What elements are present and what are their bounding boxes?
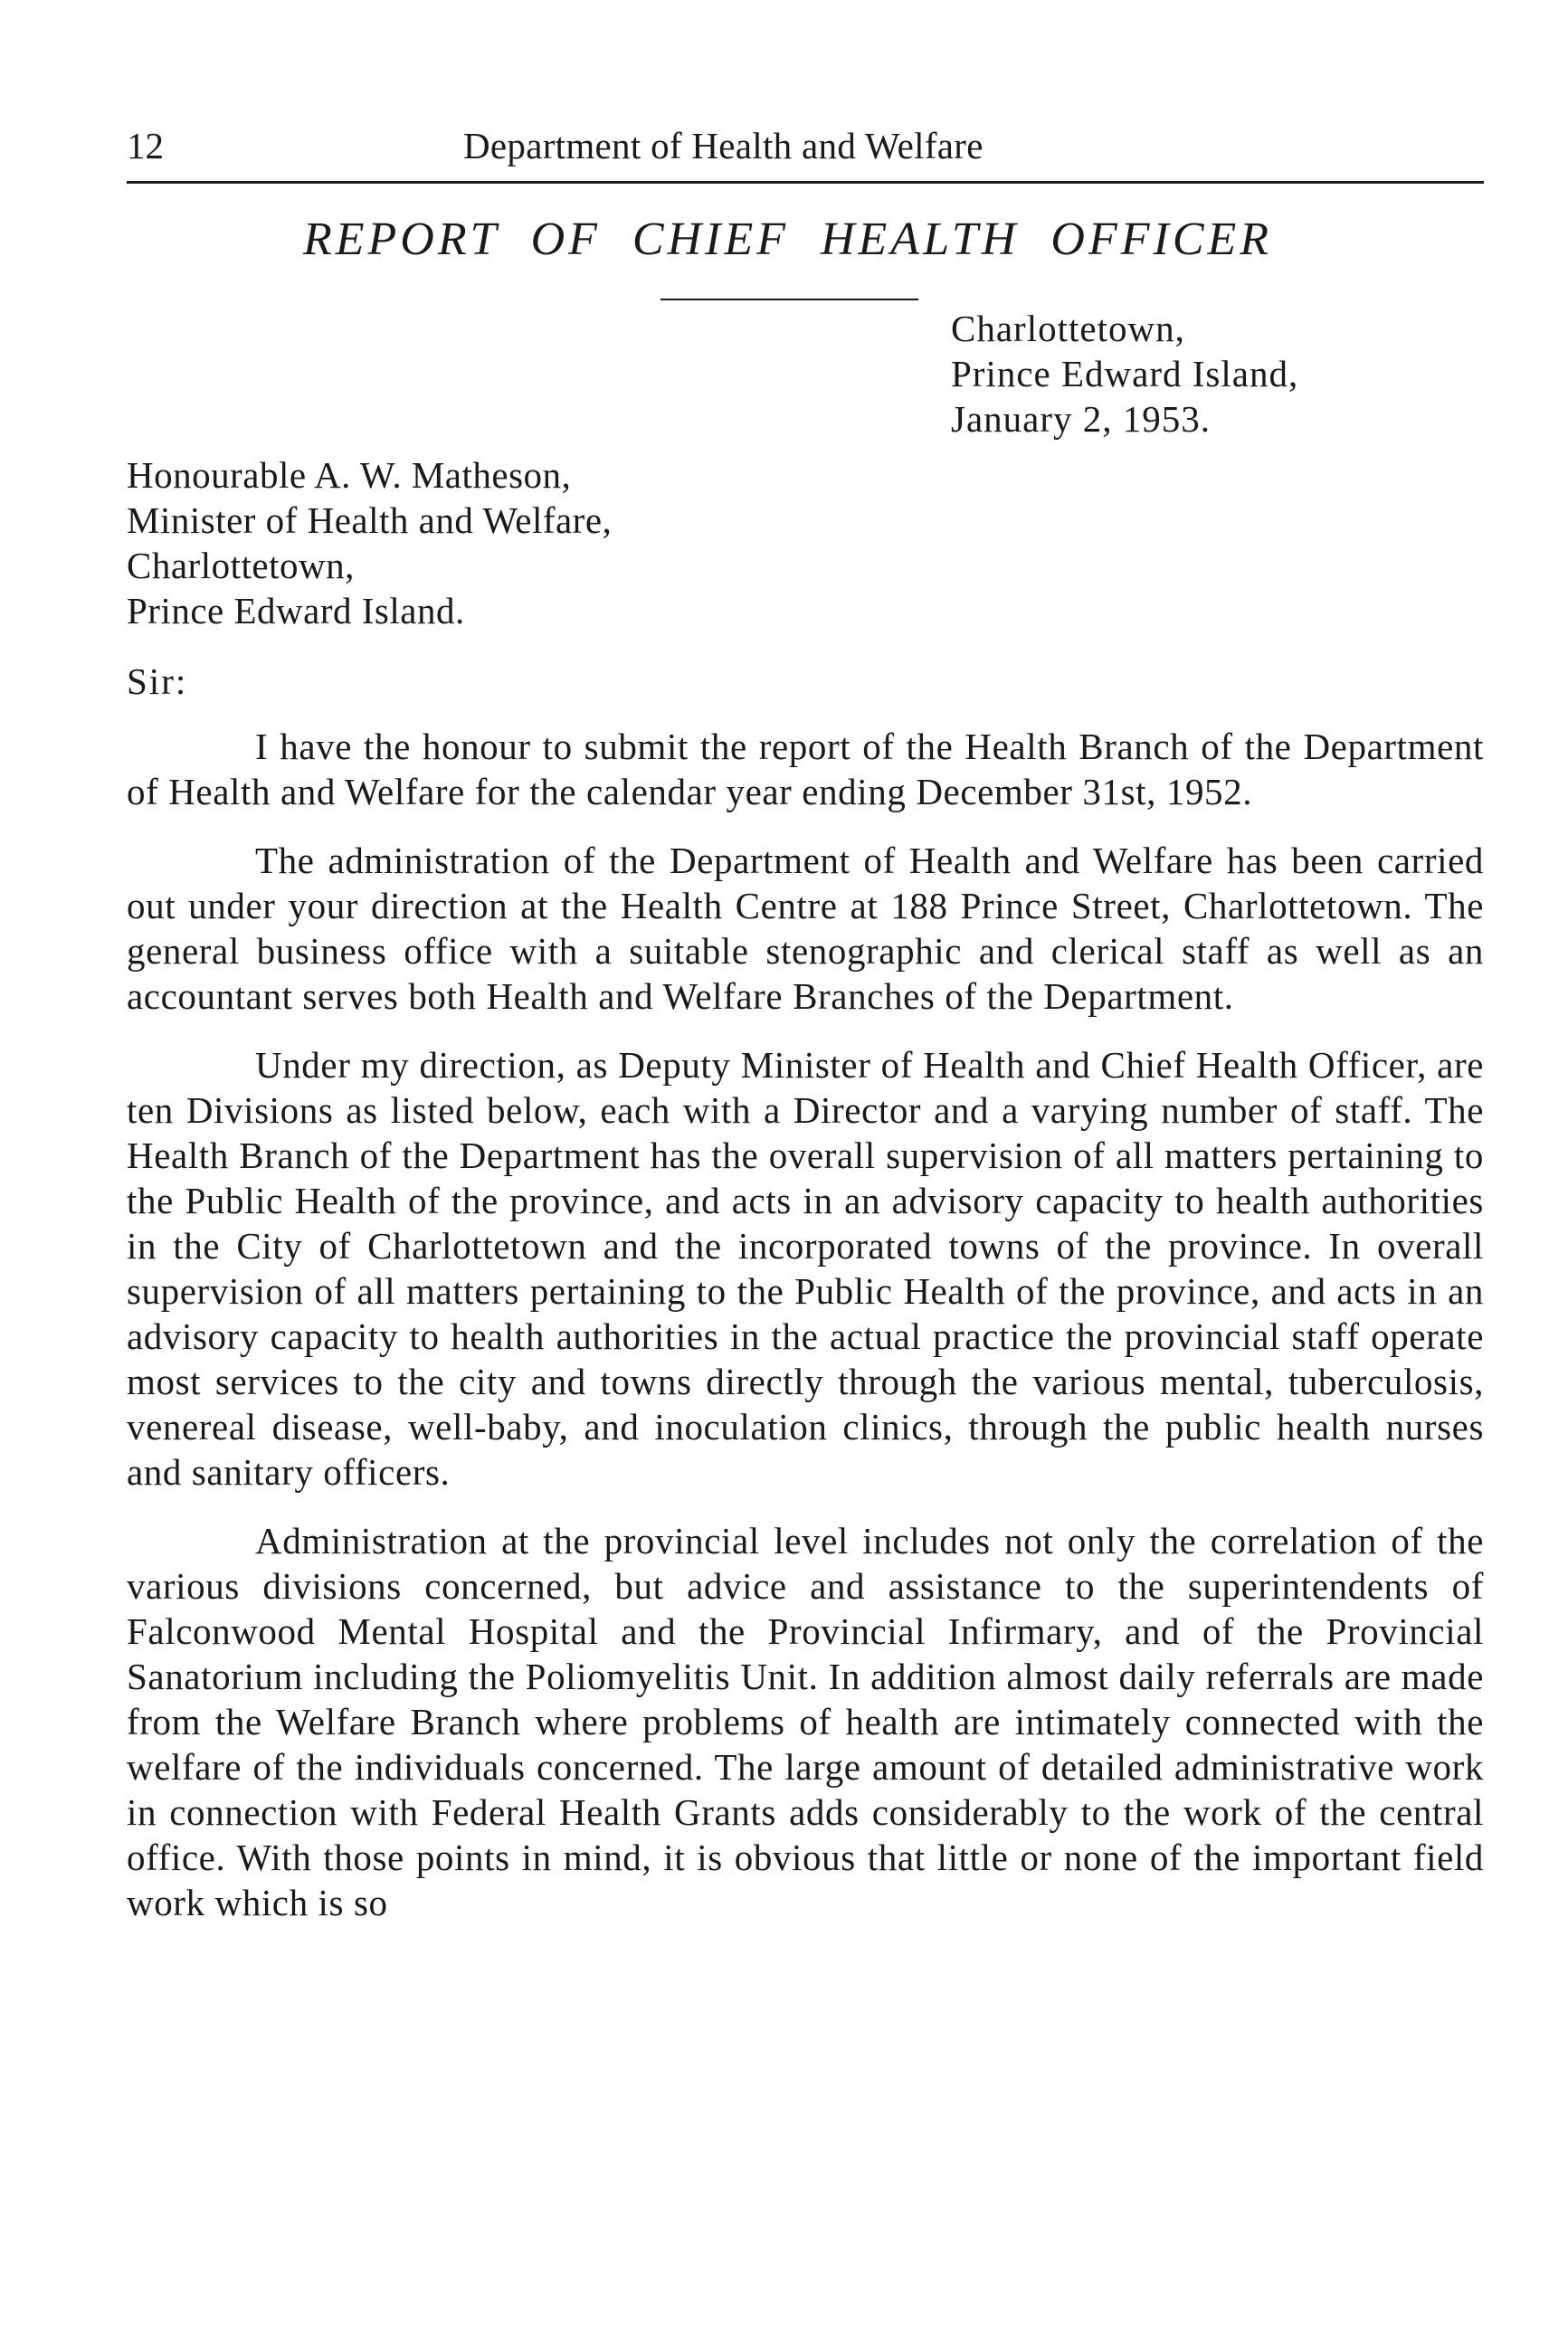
header-rule — [127, 181, 1484, 184]
body-paragraph: Administration at the provincial level includes not only the correlation of the various divisions concerned, but advice and assistance to the superintendents of Falconwood Mental Hospital and the Provincial Infirmary, and of the Provincial Sanatorium including the Poliomyelitis Unit. In addition almost daily referrals are made from the Welfare Branch where problems of health are intimately connected with the welfare of the individuals concerned. The large amount of detailed administrative work in connection with Federal Health Grants adds considerably to the work of the central office. With those points in mind, it is obvious that little or none of the important field work which is so — [127, 1520, 1484, 1923]
addressee-line: Minister of Health and Welfare, — [127, 499, 613, 541]
addressee-line: Charlottetown, — [127, 545, 355, 586]
report-body — [127, 724, 1484, 1949]
page-number: 12 — [127, 125, 164, 166]
document-page — [127, 118, 1484, 1923]
body-paragraph: I have the honour to submit the report of the Health Branch of the Department of Health and Welfare for the calendar year ending December 31st, 1952. — [127, 726, 1484, 812]
title-rule — [660, 299, 918, 300]
body-paragraph: Under my direction, as Deputy Minister of Health and Chief Health Officer, are ten Divisions as listed below, each with a Director and a varying number of staff. The Health Branch of the Department has the overall supervision of all matters pertaining to the Public Health of the province, and acts in an advisory capacity to health authorities in the City of Charlottetown and the incorporated towns of the province. In overall supervision of all matters pertaining to the Public Health of the province, and acts in an advisory capacity to health authorities in the actual practice the provincial staff operate most services to the city and towns directly through the various mental, tuberculosis, venereal disease, well-baby, and inoculation clinics, through the public health nurses and sanitary officers. — [127, 1044, 1484, 1493]
addressee-block — [127, 452, 612, 633]
place-date-line: Prince Edward Island, — [951, 353, 1299, 394]
report-title: REPORT OF CHIEF HEALTH OFFICER — [303, 214, 1273, 265]
addressee-line: Honourable A. W. Matheson, — [127, 454, 572, 496]
running-title: Department of Health and Welfare — [463, 125, 984, 166]
place-date-line: January 2, 1953. — [951, 398, 1212, 440]
place-date-block — [951, 306, 1298, 441]
place-date-line: Charlottetown, — [951, 308, 1185, 349]
addressee-line: Prince Edward Island. — [127, 590, 465, 631]
running-head — [127, 118, 1484, 174]
body-paragraph: The administration of the Department of Health and Welfare has been carried out under your direction at the Health Centre at 188 Prince Street, Charlottetown. The general business office with a suitable stenographic and clerical staff as well as an accountant serves both Health and Welfare Branches of the Department. — [127, 840, 1484, 1017]
salutation: Sir: — [127, 660, 188, 702]
